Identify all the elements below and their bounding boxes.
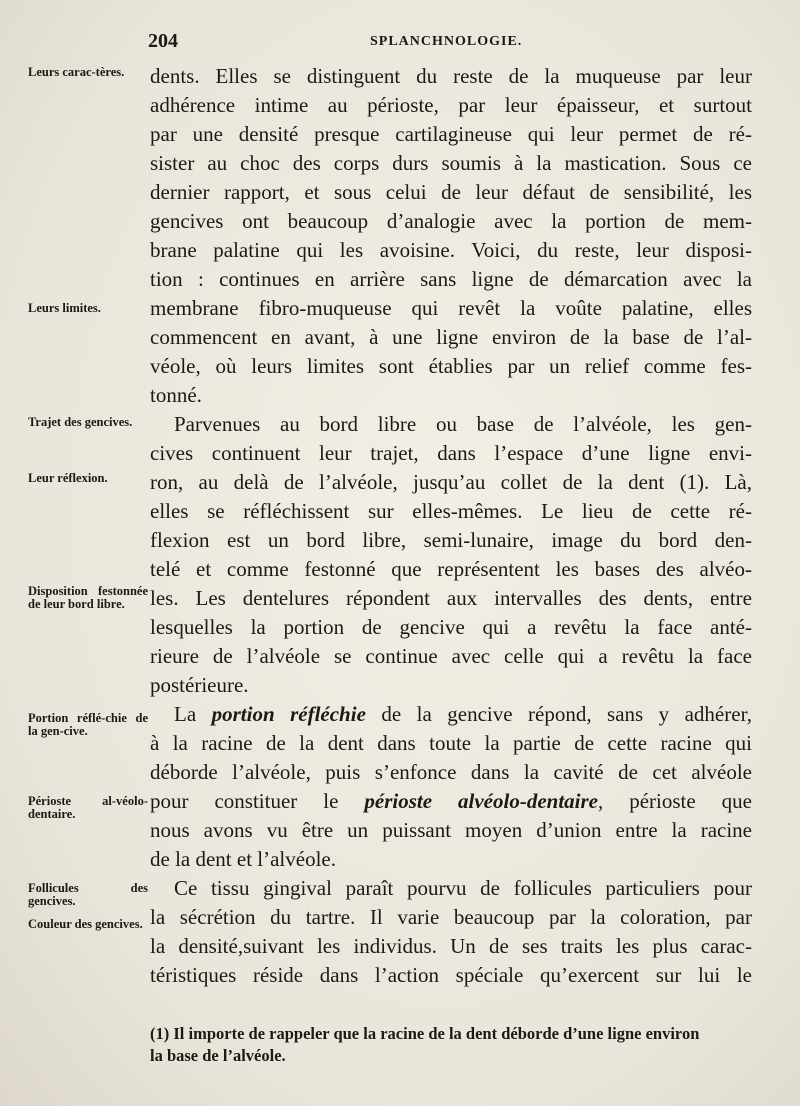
text-line [150, 700, 752, 730]
text-line: postérieure. [150, 673, 249, 697]
text-line: rieure de l’alvéole se continue avec celle qui a revêtu la face [150, 644, 752, 668]
text-line: membrane fibro-muqueuse qui revêt la voûte palatine, elles [150, 296, 752, 320]
text-line: de la dent et l’alvéole. [150, 847, 336, 871]
text-line: la densité,suivant les individus. Un de ses traits les plus carac- [150, 934, 752, 958]
text-line: sister au choc des corps durs soumis à la mastication. Sous ce [150, 151, 752, 175]
text-line: la sécrétion du tartre. Il varie beaucoup par la coloration, par [150, 905, 752, 929]
page-number: 204 [148, 30, 178, 52]
emphasized-term: portion réfléchie [211, 702, 366, 726]
footnote-line: (1) Il importe de rappeler que la racine de la dent déborde d’une ligne environ [150, 1024, 700, 1043]
text-line: commencent en avant, à une ligne environ de la base de l’al- [150, 325, 752, 349]
text-line: Parvenues au bord libre ou base de l’alvéole, les gen- [174, 412, 752, 436]
text-run: , périoste que [598, 789, 752, 813]
text-run: de la gencive répond, sans y adhérer, [365, 702, 752, 726]
margin-note: Périoste al-véolo-dentaire. [28, 794, 148, 821]
text-line: elles se réfléchissent sur elles-mêmes. Le lieu de cette ré- [150, 499, 752, 523]
text-line: Ce tissu gingival paraît pourvu de follicules particuliers pour [174, 876, 752, 900]
text-line: véole, où leurs limites sont établies par un relief comme fes- [150, 354, 752, 378]
margin-note: Portion réflé-chie de la gen-cive. [28, 711, 148, 738]
text-line: brane palatine qui les avoisine. Voici, du reste, leur disposi- [150, 238, 752, 262]
running-head: SPLANCHNOLOGIE. [370, 34, 523, 49]
text-line: nous avons vu être un puissant moyen d’union entre la racine [150, 818, 752, 842]
text-line: flexion est un bord libre, semi-lunaire, image du bord den- [150, 528, 752, 552]
text-line: téristiques réside dans l’action spéciale qu’exercent sur lui le [150, 963, 752, 987]
text-run: pour constituer le [150, 789, 365, 813]
margin-note: Couleur des gencives. [28, 917, 143, 931]
text-line: dernier rapport, et sous celui de leur défaut de sensibilité, les [150, 180, 752, 204]
page-header [148, 30, 748, 54]
text-line: déborde l’alvéole, puis s’enfonce dans la cavité de cet alvéole [150, 760, 752, 784]
text-line: ron, au delà de l’alvéole, jusqu’au collet de la dent (1). Là, [150, 470, 752, 494]
margin-note: Leurs carac-tères. [28, 65, 125, 79]
text-line: tonné. [150, 383, 202, 407]
margin-note: Disposition festonnée de leur bord libre. [28, 584, 148, 611]
margin-note: Leurs limites. [28, 301, 101, 315]
text-run: La [174, 702, 212, 726]
text-line: lesquelles la portion de gencive qui a revêtu la face anté- [150, 615, 752, 639]
text-line: tion : continues en arrière sans ligne de démarcation avec la [150, 267, 752, 291]
margin-note: Follicules des gencives. [28, 881, 148, 908]
text-line: à la racine de la dent dans toute la partie de cette racine qui [150, 731, 752, 755]
margin-note: Trajet des gencives. [28, 415, 133, 429]
text-line: cives continuent leur trajet, dans l’espace d’une ligne envi- [150, 441, 752, 465]
text-line: par une densité presque cartilagineuse qui leur permet de ré- [150, 122, 752, 146]
footnote-line: la base de l’alvéole. [150, 1046, 286, 1065]
emphasized-term: périoste alvéolo-dentaire [364, 789, 598, 813]
text-line: dents. Elles se distinguent du reste de la muqueuse par leur [150, 64, 752, 88]
text-line: gencives ont beaucoup d’analogie avec la portion de mem- [150, 209, 752, 233]
text-line: les. Les dentelures répondent aux intervalles des dents, entre [150, 586, 752, 610]
margin-note: Leur réflexion. [28, 471, 108, 485]
text-line: adhérence intime au périoste, par leur épaisseur, et surtout [150, 93, 752, 117]
text-line: telé et comme festonné que représentent les bases des alvéo- [150, 557, 752, 581]
text-line [150, 787, 752, 817]
